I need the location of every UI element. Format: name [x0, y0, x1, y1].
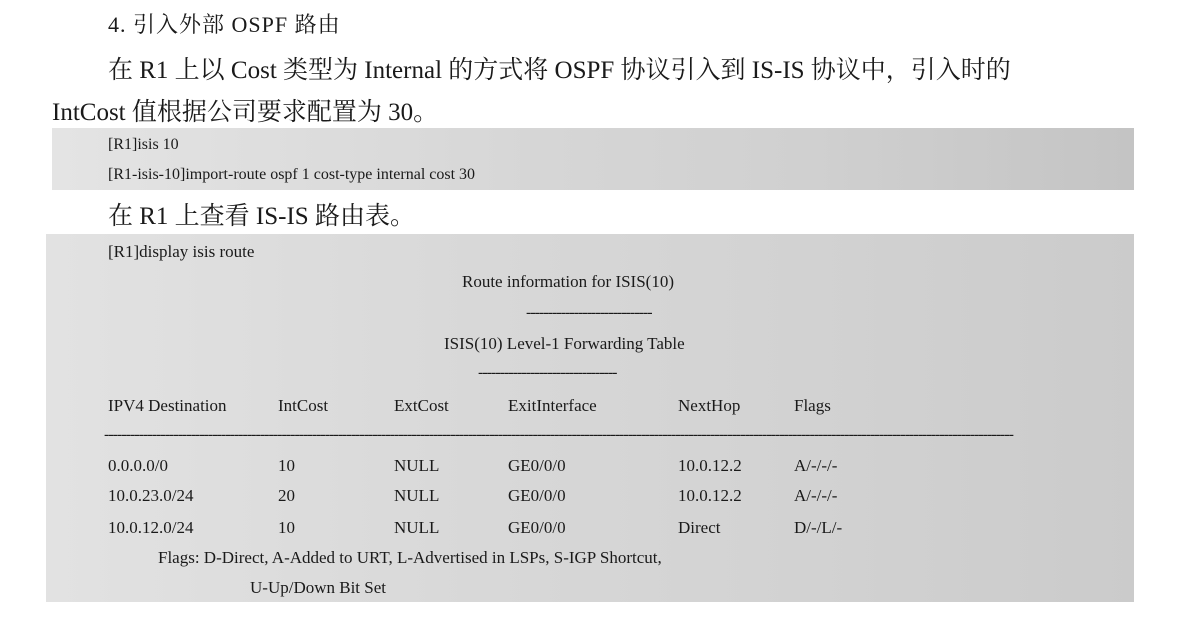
display-command: [R1]display isis route: [108, 242, 255, 261]
flags-legend: Flags: D-Direct, A-Added to URT, L-Advertised in LSPs, S-IGP Shortcut,: [158, 548, 662, 567]
section-heading: 4. 引入外部 OSPF 路由: [108, 12, 341, 37]
paragraph-line: 在 R1 上以 Cost 类型为 Internal 的方式将 OSPF 协议引入到 IS-IS 协议中，引入时的: [108, 57, 1011, 84]
column-header-extcost: ExtCost: [394, 396, 449, 415]
table-cell: 10.0.12.2: [678, 486, 742, 505]
code-line: [R1-isis-10]import-route ospf 1 cost-type internal cost 30: [108, 166, 476, 183]
column-header-nexthop: NextHop: [678, 396, 741, 415]
table-cell: GE0/0/0: [508, 518, 566, 537]
column-header-destination: IPV4 Destination: [108, 396, 227, 415]
table-cell: Direct: [678, 518, 721, 537]
title-rule: -----------------------------: [526, 304, 652, 321]
table-title: ISIS(10) Level-1 Forwarding Table: [444, 334, 685, 353]
table-cell: 20: [278, 486, 295, 505]
column-header-intcost: IntCost: [278, 396, 329, 415]
column-header-flags: Flags: [794, 396, 831, 415]
config-code-block: [52, 128, 1134, 190]
table-cell: NULL: [394, 486, 440, 505]
display-output-block: [46, 234, 1134, 602]
paragraph-line: IntCost 值根据公司要求配置为 30。: [52, 99, 439, 126]
column-header-exitinterface: ExitInterface: [508, 396, 597, 415]
table-cell: NULL: [394, 456, 440, 475]
table-cell: GE0/0/0: [508, 486, 566, 505]
table-cell: D/-/L/-: [794, 518, 843, 537]
flags-legend: U-Up/Down Bit Set: [250, 578, 386, 597]
table-cell: A/-/-/-: [794, 486, 838, 505]
table-cell: 10.0.23.0/24: [108, 486, 194, 505]
table-title-rule: --------------------------------: [478, 364, 617, 381]
table-cell: 10.0.12.2: [678, 456, 742, 475]
table-cell: A/-/-/-: [794, 456, 838, 475]
code-line: [R1]isis 10: [108, 136, 179, 153]
header-rule: ------------------------------------------------------------------------------------------------------------------------------------------------------------------------------------------------------------------: [104, 426, 1013, 443]
table-cell: 10: [278, 456, 295, 475]
table-cell: 10.0.12.0/24: [108, 518, 194, 537]
paragraph-line: 在 R1 上查看 IS-IS 路由表。: [108, 203, 415, 230]
table-cell: 10: [278, 518, 295, 537]
route-info-title: Route information for ISIS(10): [462, 272, 674, 291]
table-cell: NULL: [394, 518, 440, 537]
table-cell: GE0/0/0: [508, 456, 566, 475]
table-cell: 0.0.0.0/0: [108, 456, 168, 475]
